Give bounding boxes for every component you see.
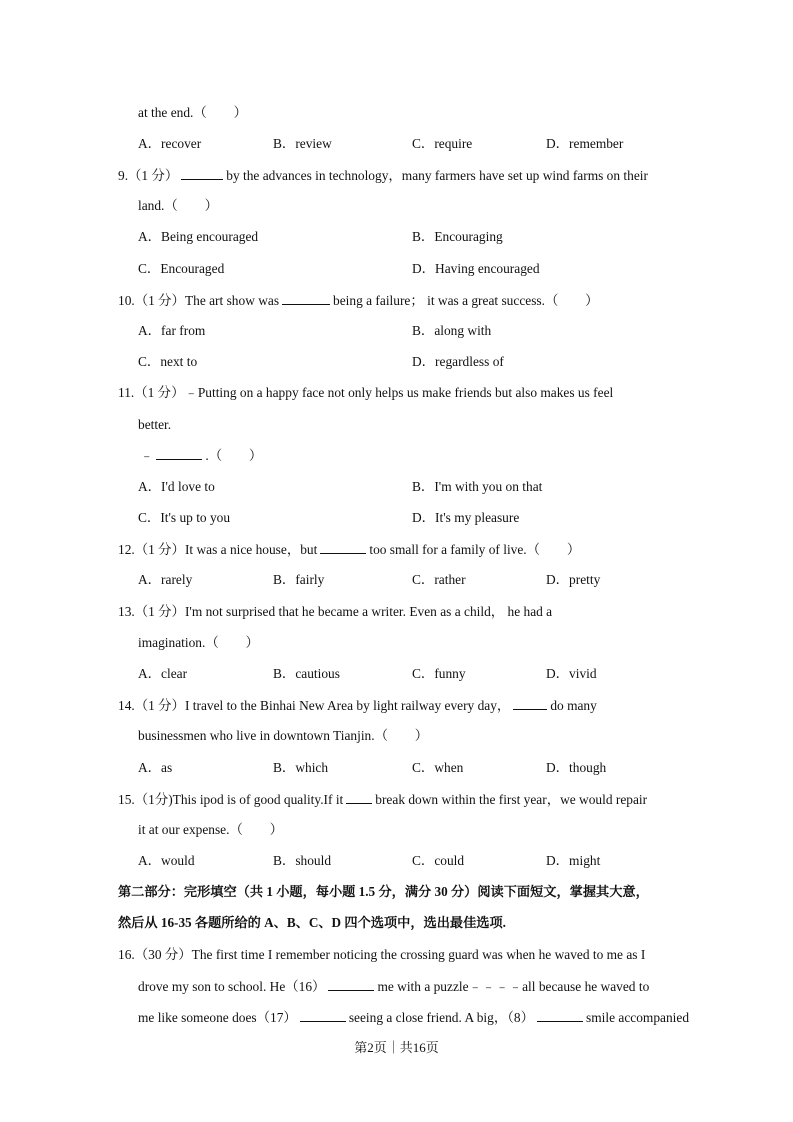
q15-option-d[interactable]: D．might	[546, 853, 601, 868]
q10-option-b[interactable]: B．along with	[412, 323, 492, 338]
question-9	[118, 166, 648, 185]
q16-line-2	[138, 977, 649, 996]
question-8-tail: at the end.（ ）	[138, 105, 247, 120]
q15-number: 15.（1分)This ipod is of good quality.If it	[118, 792, 344, 807]
q13-option-b[interactable]: B．cautious	[273, 666, 340, 681]
q9-continuation: land.（ ）	[138, 198, 218, 213]
q16-blank-18[interactable]	[537, 1008, 583, 1022]
q9-option-b[interactable]: B．Encouraging	[412, 229, 503, 244]
question-13: 13.（1 分）I'm not surprised that he became a writer. Even as a child， he had a	[118, 604, 553, 619]
q15-option-c[interactable]: C．could	[412, 853, 465, 868]
q14-blank[interactable]	[513, 696, 547, 710]
q16-line-3-middle: seeing a close friend. A big，（8）	[348, 1010, 535, 1025]
q11-option-c[interactable]: C．It's up to you	[138, 510, 231, 525]
q15-option-a[interactable]: A．would	[138, 853, 195, 868]
q11-line-3	[140, 446, 262, 465]
part-2-heading-line-2: 然后从 16-35 各题所给的 A、B、C、D 四个选项中，选出最佳选项.	[118, 915, 506, 930]
q13-option-a[interactable]: A．clear	[138, 666, 188, 681]
question-12	[118, 540, 580, 559]
q13-option-c[interactable]: C．funny	[412, 666, 466, 681]
q14-option-b[interactable]: B．which	[273, 760, 329, 775]
q10-text: being a failure； it was a great success.（ ）	[333, 293, 599, 308]
q14-number: 14.（1 分）I travel to the Binhai New Area by light railway every day，	[118, 698, 511, 713]
page-footer: 第2页｜共16页	[354, 1040, 439, 1055]
q16-line-3-start: me like someone does（17）	[138, 1010, 297, 1025]
q16-blank-16[interactable]	[328, 977, 374, 991]
q11-option-a[interactable]: A．I'd love to	[138, 479, 215, 494]
q11-option-b[interactable]: B．I'm with you on that	[412, 479, 543, 494]
question-11: 11.（1 分）﹣Putting on a happy face not only helps us make friends but also makes us feel	[118, 385, 614, 400]
q9-number: 9.（1 分）	[118, 168, 179, 183]
q9-text: by the advances in technology，many farmers have set up wind farms on their	[226, 168, 648, 183]
q15-blank[interactable]	[346, 790, 372, 804]
q8-option-b[interactable]: B．review	[273, 136, 332, 151]
q11-option-d[interactable]: D．It's my pleasure	[412, 510, 520, 525]
q11-line-2: better.	[138, 417, 172, 432]
q10-number: 10.（1 分）The art show was	[118, 293, 280, 308]
q13-option-d[interactable]: D．vivid	[546, 666, 597, 681]
q14-line-2: businessmen who live in downtown Tianjin.（ ）	[138, 728, 429, 743]
q9-option-c[interactable]: C．Encouraged	[138, 261, 225, 276]
q16-blank-17[interactable]	[300, 1008, 346, 1022]
q12-blank[interactable]	[320, 540, 366, 554]
q16-line-2-end: me with a puzzle﹣﹣﹣﹣all because he waved to	[377, 979, 650, 994]
q10-option-a[interactable]: A．far from	[138, 323, 206, 338]
question-15	[118, 790, 647, 809]
q11-suffix: .（ ）	[205, 448, 263, 463]
q14-option-a[interactable]: A．as	[138, 760, 173, 775]
q10-blank[interactable]	[282, 291, 330, 305]
q14-text: do many	[550, 698, 597, 713]
q9-option-d[interactable]: D．Having encouraged	[412, 261, 540, 276]
q10-option-c[interactable]: C．next to	[138, 354, 198, 369]
q16-line-3	[138, 1008, 689, 1027]
q16-line-3-end: smile accompanied	[586, 1010, 690, 1025]
q11-dash: ﹣	[140, 448, 154, 463]
question-14	[118, 696, 597, 715]
q12-option-a[interactable]: A．rarely	[138, 572, 193, 587]
q15-option-b[interactable]: B．should	[273, 853, 332, 868]
q10-option-d[interactable]: D．regardless of	[412, 354, 504, 369]
question-16: 16.（30 分）The first time I remember noticing the crossing guard was when he waved to me as I	[118, 947, 646, 962]
q8-option-a[interactable]: A．recover	[138, 136, 202, 151]
q16-line-2-start: drove my son to school. He（16）	[138, 979, 326, 994]
q12-text: too small for a family of live.（ ）	[369, 542, 581, 557]
q11-blank[interactable]	[156, 446, 202, 460]
q14-option-d[interactable]: D．though	[546, 760, 607, 775]
q13-line-2: imagination.（ ）	[138, 635, 259, 650]
q14-option-c[interactable]: C．when	[412, 760, 464, 775]
question-10	[118, 291, 599, 310]
q15-text: break down within the first year，we would repair	[375, 792, 648, 807]
q12-number: 12.（1 分）It was a nice house，but	[118, 542, 318, 557]
part-2-heading-line-1: 第二部分：完形填空（共 1 小题，每小题 1.5 分，满分 30 分）阅读下面短文，掌握其大意，	[118, 884, 649, 899]
q9-blank[interactable]	[181, 166, 223, 180]
q12-option-d[interactable]: D．pretty	[546, 572, 601, 587]
q8-option-d[interactable]: D．remember	[546, 136, 624, 151]
q9-option-a[interactable]: A．Being encouraged	[138, 229, 259, 244]
q8-option-c[interactable]: C．require	[412, 136, 473, 151]
q12-option-b[interactable]: B．fairly	[273, 572, 325, 587]
q12-option-c[interactable]: C．rather	[412, 572, 466, 587]
q15-line-2: it at our expense.（ ）	[138, 822, 284, 837]
